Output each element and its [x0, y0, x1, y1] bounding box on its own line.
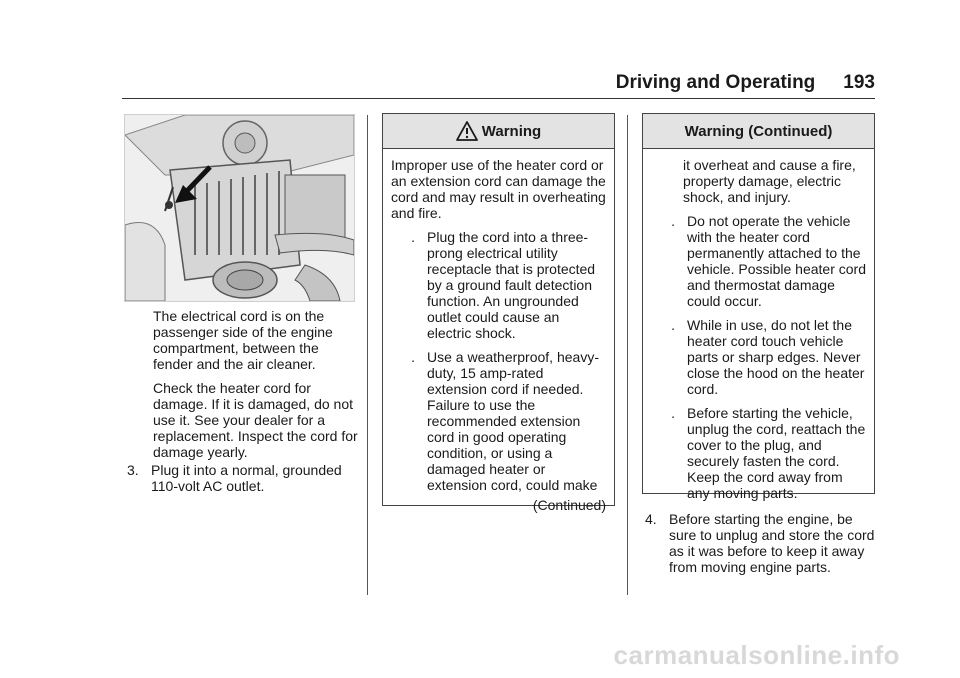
- column-divider-left: [367, 115, 368, 595]
- bullet-marker: .: [671, 317, 675, 333]
- step-3-number: 3.: [127, 462, 139, 478]
- page-number: 193: [843, 72, 875, 93]
- step-4: [645, 511, 875, 575]
- warning-box: [382, 113, 615, 513]
- bullet-marker: .: [411, 349, 415, 365]
- warning-bullet: [651, 317, 866, 397]
- bullet-marker: .: [411, 229, 415, 245]
- warning-carry-over: it overheat and cause a fire, property damage, electric shock, and injury.: [683, 157, 856, 205]
- step-4-number: 4.: [645, 511, 657, 527]
- warning-intro: Improper use of the heater cord or an extension cord can damage the cord and may result in overheating and fire.: [391, 157, 606, 221]
- warning-continued-title: Warning (Continued): [684, 122, 833, 140]
- warning-continued-box: [642, 113, 875, 501]
- warning-triangle-icon: [456, 121, 478, 141]
- warning-bullet: [651, 213, 866, 309]
- warning-box-header: [383, 114, 614, 149]
- engine-compartment-illustration: [124, 114, 355, 302]
- paragraph-cord-location: The electrical cord is on the passenger side of the engine compartment, between the fender and the air cleaner.: [153, 308, 333, 372]
- page-header: [600, 72, 875, 94]
- bullet-text: Before starting the vehicle, unplug the cord, reattach the cover to the plug, and securely fasten the cord. Keep the cord away from any moving parts.: [687, 405, 866, 501]
- watermark: carmanualsonline.info: [613, 640, 900, 670]
- bullet-text: Plug the cord into a three-prong electrical utility receptacle that is protected by a ground fault detection function. An ungrounded outlet could cause an electric shock.: [427, 229, 596, 341]
- section-title: Driving and Operating: [615, 72, 816, 93]
- bullet-text: Do not operate the vehicle with the heater cord permanently attached to the vehicle. Possible heater cord and thermostat damage could occur.: [687, 213, 866, 309]
- column-1-text: [153, 308, 358, 460]
- step-3-text: Plug it into a normal, grounded 110-volt AC outlet.: [151, 462, 342, 494]
- warning-bullet: [391, 229, 606, 341]
- continued-note: (Continued): [532, 497, 606, 513]
- header-rule: [122, 98, 875, 99]
- step-4-text: Before starting the engine, be sure to unplug and store the cord as it was before to keep it away from moving engine parts.: [669, 511, 875, 575]
- bullet-marker: .: [671, 405, 675, 421]
- bullet-text: While in use, do not let the heater cord touch vehicle parts or sharp edges. Never close the hood on the heater cord.: [687, 317, 865, 397]
- warning-bullet: [391, 349, 606, 493]
- column-divider-right: [627, 115, 628, 595]
- warning-continued-header: [643, 114, 874, 149]
- warning-title: Warning: [481, 122, 542, 140]
- warning-bullet: [651, 405, 866, 501]
- bullet-text: Use a weatherproof, heavy-duty, 15 amp-rated extension cord if needed. Failure to use the recommended extension cord in good operating condition, or using a damaged heater or extension cord, could make: [427, 349, 599, 493]
- step-3: [127, 462, 357, 494]
- paragraph-check-cord: Check the heater cord for damage. If it is damaged, do not use it. See your dealer for a replacement. Inspect the cord for damage yearly.: [153, 380, 358, 460]
- bullet-marker: .: [671, 213, 675, 229]
